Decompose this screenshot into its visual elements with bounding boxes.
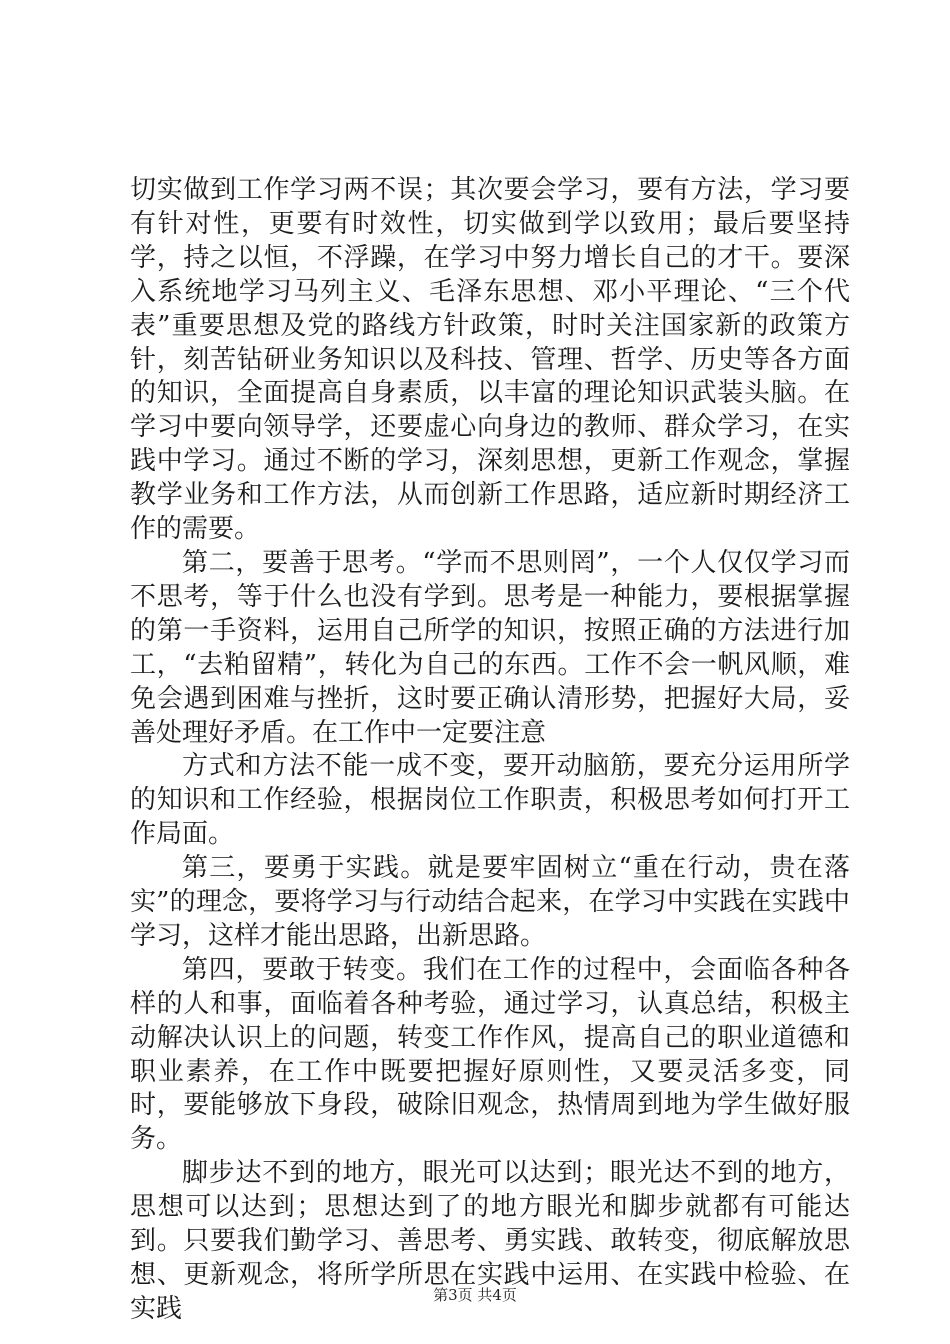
paragraph-conclusion: 脚步达不到的地方，眼光可以达到；眼光达不到的地方，思想可以达到；思想达到了的地方眼光和脚步就都有可能达到。只要我们勤学习、善思考、勇实践、敢转变，彻底解放思想、更新观念，将所学所思在实践中运用、在实践中检验、在实践: [130, 1158, 850, 1324]
paragraph-second-point: 第二，要善于思考。“学而不思则罔”，一个人仅仅学习而不思考，等于什么也没有学到。思考是一种能力，要根据掌握的第一手资料，运用自己所学的知识，按照正确的方法进行加工，“去粕留精”，转化为自己的东西。工作不会一帆风顺，难免会遇到困难与挫折，这时要正确认清形势，把握好大局，妥善处理好矛盾。在工作中一定要注意: [130, 547, 850, 748]
paragraph-continuation: 切实做到工作学习两不误；其次要会学习，要有方法，学习要有针对性，更要有时效性，切实做到学以致用；最后要坚持学，持之以恒，不浮躁，在学习中努力增长自己的才干。要深入系统地学习马列主义、毛泽东思想、邓小平理论、“三个代表”重要思想及党的路线方针政策，时时关注国家新的政策方针，刻苦钻研业务知识以及科技、管理、哲学、历史等各方面的知识，全面提高自身素质，以丰富的理论知识武装头脑。在学习中要向领导学，还要虚心向身边的教师、群众学习，在实践中学习。通过不断的学习，深刻思想，更新工作观念，掌握教学业务和工作方法，从而创新工作思路，适应新时期经济工作的需要。: [130, 175, 850, 545]
paragraph-method: 方式和方法不能一成不变，要开动脑筋，要充分运用所学的知识和工作经验，根据岗位工作职责，积极思考如何打开工作局面。: [130, 751, 850, 850]
document-body: [130, 174, 850, 1327]
paragraph-third-point: 第三，要勇于实践。就是要牢固树立“重在行动，贵在落实”的理念，要将学习与行动结合起来，在学习中实践在实践中学习，这样才能出思路，出新思路。: [130, 853, 850, 951]
paragraph-fourth-point: 第四，要敢于转变。我们在工作的过程中，会面临各种各样的人和事，面临着各种考验，通过学习，认真总结，积极主动解决认识上的问题，转变工作作风，提高自己的职业道德和职业素养，在工作中既要把握好原则性，又要灵活多变，同时，要能够放下身段，破除旧观念，热情周到地为学生做好服务。: [130, 954, 850, 1155]
page-number-footer: 第3页 共4页: [433, 1286, 517, 1304]
